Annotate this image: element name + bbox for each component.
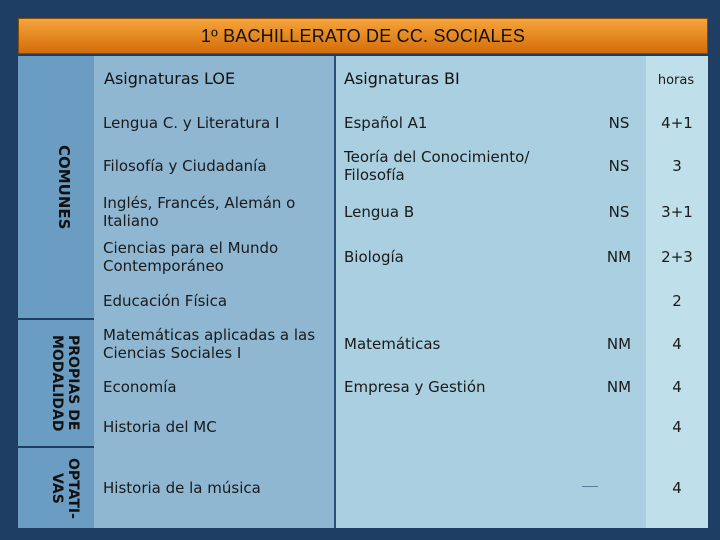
row-loe: Matemáticas aplicadas a las Ciencias Sociales I [103,326,316,362]
group-label-optativas: OPTATI-VAS [49,457,81,519]
row-bi: Lengua B [344,203,415,221]
row-hours: 4+1 [661,114,693,132]
row-level: NM [606,378,632,396]
group-label-comunes: COMUNES [55,144,73,230]
row-loe: Filosofía y Ciudadanía [103,157,267,175]
row-level: NS [608,157,630,175]
row-hours: 3 [672,157,682,175]
group-label-modalidad: PROPIAS DE MODALIDAD [49,334,81,432]
row-level: NM [606,335,632,353]
row-loe: Ciencias para el Mundo Contemporáneo [103,239,279,275]
row-bi: Teoría del Conocimiento/ Filosofía [344,148,530,184]
row-level: NM [606,248,632,266]
row-loe: Historia del MC [103,418,217,436]
dash-mark [582,486,598,487]
row-bi: Español A1 [344,114,428,132]
column-divider [334,56,336,528]
row-hours: 3+1 [661,203,693,221]
group-optativas [18,448,94,528]
row-hours: 4 [672,378,682,396]
header-loe: Asignaturas LOE [104,69,236,88]
row-bi: Empresa y Gestión [344,378,486,396]
row-loe: Educación Física [103,292,228,310]
row-hours: 4 [672,335,682,353]
row-hours: 2+3 [661,248,693,266]
row-level: NS [608,114,630,132]
page-title: 1º BACHILLERATO DE CC. SOCIALES [200,25,526,46]
row-loe: Lengua C. y Literatura I [103,114,280,132]
row-bi: Biología [344,248,404,266]
title-bar [18,18,708,54]
row-bi: Matemáticas [344,335,441,353]
row-level: NS [608,203,630,221]
group-modalidad [18,320,94,446]
row-hours: 4 [672,479,682,497]
row-loe: Inglés, Francés, Alemán o Italiano [103,194,296,230]
row-hours: 2 [672,292,682,310]
row-loe: Economía [103,378,177,396]
header-bi: Asignaturas BI [344,69,460,88]
row-hours: 4 [672,418,682,436]
header-hours: horas [657,73,695,88]
group-comunes [18,56,94,318]
row-loe: Historia de la música [103,479,261,497]
